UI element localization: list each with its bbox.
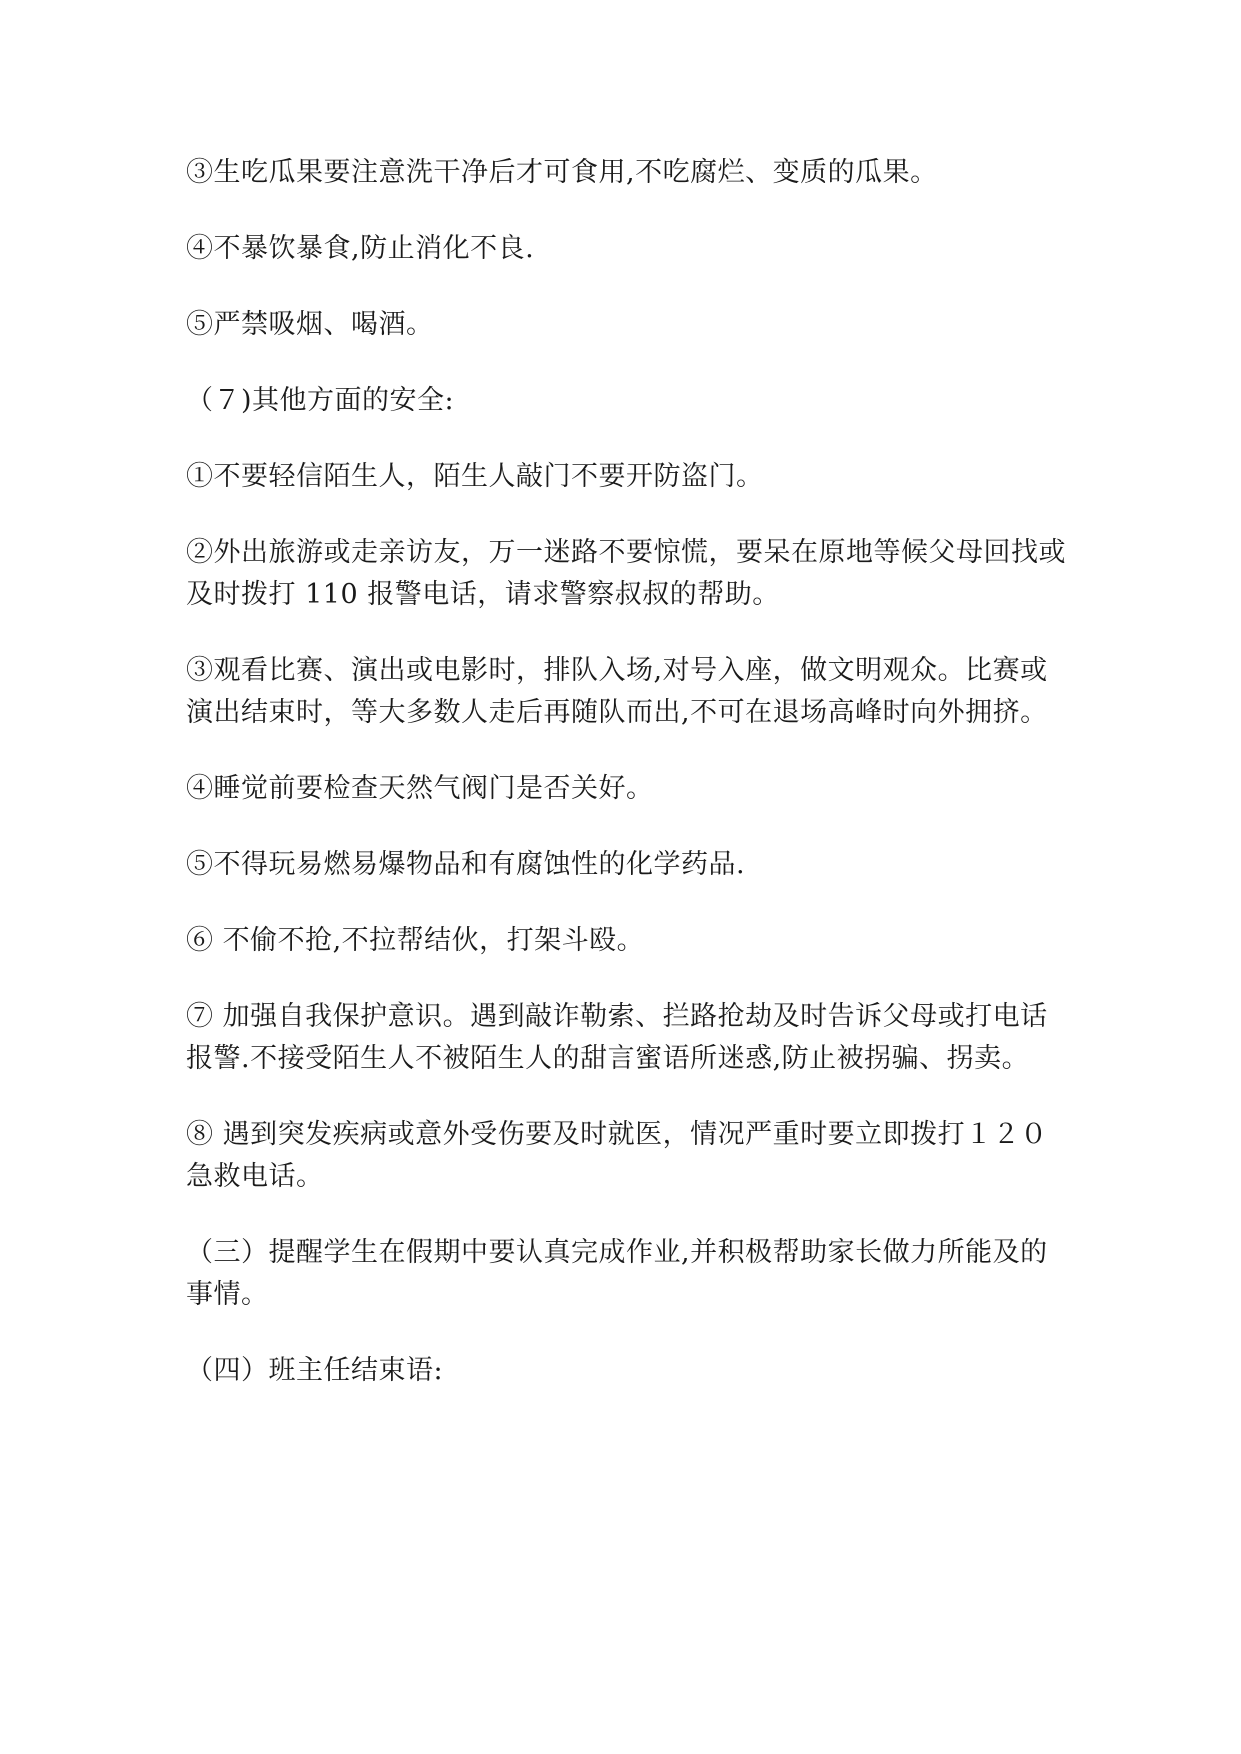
paragraph-item-4: ④不暴饮暴食,防止消化不良. — [186, 233, 535, 264]
section-four-closing: （四）班主任结束语: — [186, 1355, 444, 1386]
section-heading-other-safety: （７)其他方面的安全: — [186, 385, 455, 416]
paragraph-other-8: ⑧ 遇到突发疾病或意外受伤要及时就医，情况严重时要立即拨打１２０急救电话。 — [186, 1119, 1048, 1192]
paragraph-item-5: ⑤严禁吸烟、喝酒。 — [186, 309, 434, 340]
paragraph-other-5: ⑤不得玩易燃易爆物品和有腐蚀性的化学药品. — [186, 849, 746, 880]
paragraph-item-3: ③生吃瓜果要注意洗干净后才可食用,不吃腐烂、变质的瓜果。 — [186, 157, 938, 188]
paragraph-other-2: ②外出旅游或走亲访友，万一迷路不要惊慌，要呆在原地等候父母回找或及时拨打 110 报警电话，请求警察叔叔的帮助。 — [186, 537, 1066, 610]
paragraph-other-6: ⑥ 不偷不抢,不拉帮结伙，打架斗殴。 — [186, 925, 645, 956]
paragraph-other-4: ④睡觉前要检查天然气阀门是否关好。 — [186, 773, 654, 804]
paragraph-other-1: ①不要轻信陌生人，陌生人敲门不要开防盗门。 — [186, 461, 764, 492]
paragraph-other-3: ③观看比赛、演出或电影时，排队入场,对号入座，做文明观众。比赛或演出结束时，等大多数人走后再随队而出,不可在退场高峰时向外拥挤。 — [186, 655, 1048, 728]
section-three-reminder: （三）提醒学生在假期中要认真完成作业,并积极帮助家长做力所能及的事情。 — [186, 1237, 1048, 1310]
document-body — [186, 152, 1066, 1426]
paragraph-other-7: ⑦ 加强自我保护意识。遇到敲诈勒索、拦路抢劫及时告诉父母或打电话报警.不接受陌生人不被陌生人的甜言蜜语所迷惑,防止被拐骗、拐卖。 — [186, 1001, 1048, 1074]
